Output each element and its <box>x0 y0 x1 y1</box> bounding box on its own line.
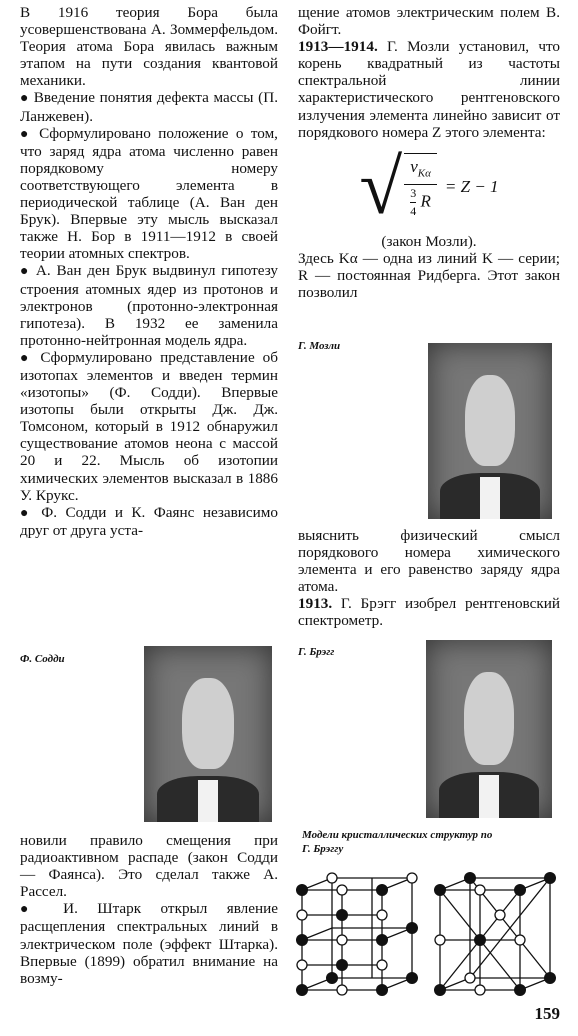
paragraph-bragg: 1913. Г. Брэгг изобрел рентгеновский спектрометр. <box>298 595 561 630</box>
paragraph-proton-electron: ● А. Ван ден Брук выдвинул гипотезу строения атомных ядер из протонов и электронов (протонно-электронная гипотеза). В 1932 ее заменила протонно-нейтронная модель ядра. <box>20 262 278 348</box>
sqrt-symbol: √ <box>359 142 403 230</box>
photo-moseley <box>428 343 552 519</box>
paragraph-stark: ● И. Штарк открыл явление расщепления спектральных линий в электрическом поле (эффект Штарка). Впервые (1899) обратил внимание на возму- <box>20 900 278 986</box>
paragraph-moseley-meaning: выяснить физический смысл порядкового номера химического элемента и его равенство заряду ядра атома. <box>298 527 560 596</box>
crystal-lattice-model-1 <box>292 870 422 1010</box>
paragraph-sommerfeld: В 1916 теория Бора была усовершенствована А. Зоммерфельдом. Теория атома Бора явилась важным этапом на пути создания квантовой механики. <box>20 4 278 90</box>
paragraph-nuclear-charge: ● Сформулировано положение о том, что заряд ядра атома численно равен порядковому номеру соответствующего элемента в периодической таблице (А. Ван ден Брук). Впервые эту мысль высказал также Н. Бор в 1911—1912 в своей теории атомных спектров. <box>20 125 278 263</box>
photo-bragg <box>426 640 552 818</box>
paragraph-k-alpha: Здесь Kα — одна из линий K — серии; R — постоянная Ридберга. Этот закон позволил <box>298 249 560 302</box>
left-column-bottom <box>20 832 278 987</box>
paragraph-moseley: 1913—1914. Г. Мозли установил, что корень квадратный из частоты спектральной линии характеристического рентгеновского излучения элемента линейно зависит от порядкового номера Z этого элемента: <box>298 38 560 141</box>
paragraph-mass-defect: ● Введение понятия дефекта массы (П. Ланжевен). <box>20 89 278 124</box>
formula-fraction: $\nu_{K\alpha}$ $\frac{3}{4}$ R <box>404 153 437 221</box>
paragraph-voigt: щение атомов электрическим полем В. Фойгт. <box>298 4 560 39</box>
year-1913: 1913. <box>298 595 333 613</box>
crystal-lattice-model-2 <box>430 870 560 1010</box>
right-column-top <box>298 4 560 301</box>
page-number: 159 <box>534 1004 560 1023</box>
caption-soddy: Ф. Содди <box>20 653 65 665</box>
moseley-law-label: (закон Мозли). <box>381 232 477 250</box>
moseley-formula <box>298 141 560 233</box>
caption-moseley: Г. Мозли <box>298 340 341 352</box>
caption-crystal-models: Модели кристаллических структур по Г. Брэггу <box>302 829 493 855</box>
formula-rhs: = Z − 1 <box>444 177 499 197</box>
paragraph-soddy-fajans-start: ● Ф. Содди и К. Фаянс независимо друг от друга уста- <box>20 504 278 539</box>
right-column-middle <box>298 527 560 630</box>
photo-soddy <box>144 646 272 822</box>
paragraph-isotopes: ● Сформулировано представление об изотопах элементов и введен термин «изотопы» (Ф. Содди). Впервые изотопы были открыты Дж. Дж. Томсоном, который в 1912 обнаружил существование атомов неона с массой 20 и 22. Мысль об изотопии химических элементов высказал в 1886 У. Крукс. <box>20 349 278 504</box>
caption-bragg: Г. Брэгг <box>298 646 335 658</box>
left-column-top <box>20 4 278 539</box>
year-1913-1914: 1913—1914. <box>298 38 378 56</box>
paragraph-soddy-fajans-end: новили правило смещения при радиоактивном распаде (закон Содди — Фаянса). Это сделал также А. Рассел. <box>20 832 278 901</box>
